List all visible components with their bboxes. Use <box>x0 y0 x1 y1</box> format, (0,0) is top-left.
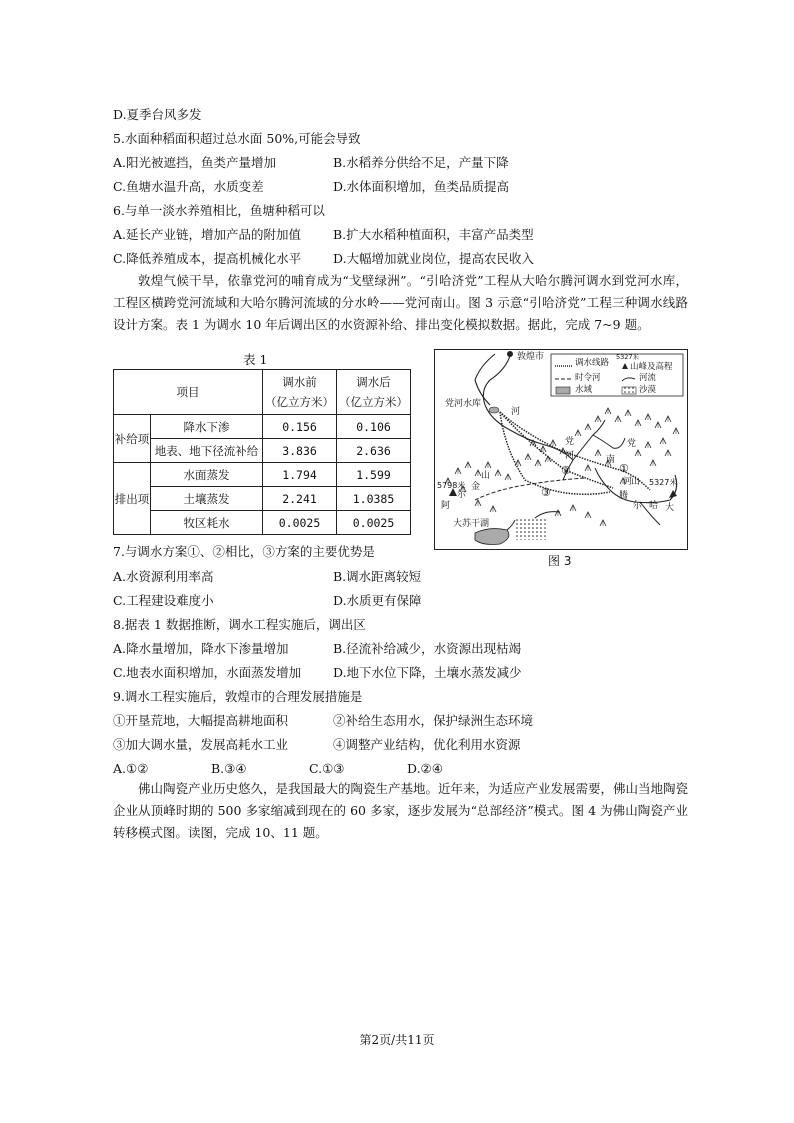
lake-label: 大苏干湖 <box>453 519 490 529</box>
table1-header-row <box>114 370 411 415</box>
q9-choice-1: ①开垦荒地，大幅提高耕地面积 <box>113 713 289 728</box>
aerjin-shan-label: 山 <box>481 471 491 481</box>
row-before: 0.156 <box>263 415 337 439</box>
hart-da-label: 大 <box>665 503 675 513</box>
hart-he-label: 河 <box>623 477 633 487</box>
table-row <box>114 439 411 463</box>
q8-option-b: B.径流补给减少，水资源出现枯竭 <box>333 641 522 656</box>
q5-stem: 5.水面种稻面积超过总水面 50%,可能会导致 <box>113 131 361 146</box>
q9-option-c: C.①③ <box>309 761 345 776</box>
figure3-caption: 图 3 <box>548 554 572 568</box>
q7-option-c: C.工程建设难度小 <box>113 593 214 608</box>
intro-7-9 <box>113 270 688 336</box>
q9-choice-3: ③加大调水量，发展高耗水工业 <box>113 737 289 752</box>
group-supply: 补给项 <box>114 415 151 463</box>
q5-option-d: D.水体面积增加，鱼类品质提高 <box>333 179 510 194</box>
q6-option-c: C.降低养殖成本，提高机械化水平 <box>113 251 302 266</box>
q7-stem: 7.与调水方案①、②相比，③方案的主要优势是 <box>113 544 375 559</box>
q8-option-c: C.地表水面积增加，水面蒸发增加 <box>113 665 302 680</box>
route-2-label: ② <box>561 464 571 477</box>
intro-10-11-text: 佛山陶瓷产业历史悠久，是我国最大的陶瓷生产基地。近年来，为适应产业发展需要，佛山当地陶瓷企业从顶峰时期的 500 多家缩减到现在的 60 多家，逐步发展为“总部经济”模式。图 4 为佛山陶瓷产业转移模式图。读图，完成 10、11 题。 <box>113 781 689 840</box>
lake-shape <box>475 529 509 545</box>
q6-option-a: A.延长产业链，增加产品的附加值 <box>113 227 302 242</box>
row-item: 土壤蒸发 <box>151 487 263 511</box>
aerjin-a-label: 阿 <box>441 501 451 511</box>
table-row <box>114 511 411 535</box>
q5-option-a: A.阳光被遮挡，鱼类产量增加 <box>113 155 277 170</box>
row-before: 0.0025 <box>263 511 337 535</box>
reservoir-label: 党河水库 <box>445 399 482 409</box>
dangnan-dang-label: 党 <box>627 439 637 449</box>
group-discharge: 排出项 <box>114 463 151 535</box>
seasonal-river <box>475 478 585 500</box>
city-label: 敦煌市 <box>517 352 545 362</box>
hart-ha-label: 哈 <box>649 501 659 511</box>
legend-river-label: 河流 <box>639 373 657 383</box>
header-before <box>263 370 337 415</box>
legend-water-swatch <box>556 387 570 394</box>
q9-stem: 9.调水工程实施后，敦煌市的合理发展措施是 <box>113 689 363 704</box>
dang-river-west-bank <box>475 354 495 405</box>
q6-stem: 6.与单一淡水养殖相比，鱼塘种稻可以 <box>113 203 325 218</box>
row-after: 1.599 <box>337 463 411 487</box>
row-item: 牧区耗水 <box>151 511 263 535</box>
table-row <box>114 487 411 511</box>
peak-east-label: 5327米 <box>649 478 678 487</box>
header-before-label: 调水前 <box>282 375 317 389</box>
q9-choice-2: ②补给生态用水，保护绿洲生态环境 <box>333 713 534 728</box>
header-after <box>337 370 411 415</box>
legend-peak-sample: 5327米 <box>616 353 640 361</box>
dangnan-nan-label: 南 <box>606 455 616 465</box>
table1-title: 表 1 <box>243 352 268 367</box>
aerjin-jin-label: 金 <box>471 482 481 492</box>
hart-teng-label: 腾 <box>619 491 629 501</box>
q7-option-d: D.水质更有保障 <box>333 593 422 608</box>
q9-choice-4: ④调整产业结构，优化利用水资源 <box>333 737 521 752</box>
aerjin-er-label: 尔 <box>457 490 467 500</box>
q6-option-b: B.扩大水稻种植面积，丰富产品类型 <box>333 227 534 242</box>
page-footer: 第2页/共11页 <box>359 1033 435 1047</box>
peak-west-label: 5798米 <box>437 481 466 490</box>
table1 <box>113 369 411 535</box>
q8-option-a: A.降水量增加，降水下渗量增加 <box>113 641 289 656</box>
table-row <box>114 463 411 487</box>
q6-option-d: D.大幅增加就业岗位，提高农民收入 <box>333 251 535 266</box>
dangnan-shan-label: 山 <box>631 477 641 487</box>
desert-area <box>515 518 547 540</box>
q9-option-d: D.②④ <box>407 761 443 776</box>
row-before: 1.794 <box>263 463 337 487</box>
row-item: 地表、地下径流补给 <box>151 439 263 463</box>
legend-seasonal-label: 时令河 <box>575 373 601 383</box>
legend-water-label: 水域 <box>575 385 593 395</box>
q4-option-d: D.夏季台风多发 <box>113 107 202 122</box>
reservoir-shape <box>489 407 499 413</box>
legend-desert-swatch <box>622 387 636 394</box>
header-before-unit: （亿立方米） <box>265 395 334 409</box>
row-item: 降水下渗 <box>151 415 263 439</box>
route-2 <box>500 412 616 488</box>
river-he-label-2: 河 <box>565 451 575 461</box>
row-before: 2.241 <box>263 487 337 511</box>
row-after: 1.0385 <box>337 487 411 511</box>
legend-route-label: 调水线路 <box>575 358 610 368</box>
row-after: 2.636 <box>337 439 411 463</box>
legend-peak-label: 山峰及高程 <box>630 362 673 372</box>
header-item: 项目 <box>114 370 263 415</box>
q9-option-a: A.①② <box>113 761 149 776</box>
intro-7-9-text: 敦煌气候干旱，依靠党河的哺育成为“戈壁绿洲”。“引哈济党”工程从大哈尔腾河调水到党河水库，工程区横跨党河流域和大哈尔腾河流域的分水岭——党河南山。图 3 示意“引哈济党”工程三种调水线路设计方案。表 1 为调水 10 年后调出区的水资源补给、排出变化模拟数据。据此，完成 7~9 题。 <box>113 273 688 332</box>
q8-option-d: D.地下水位下降，土壤水蒸发减少 <box>333 665 522 680</box>
row-after: 0.106 <box>337 415 411 439</box>
header-after-label: 调水后 <box>356 375 391 389</box>
route-1-label: ① <box>619 462 629 475</box>
q5-option-b: B.水稻养分供给不足，产量下降 <box>333 155 509 170</box>
figure3-map <box>434 349 688 550</box>
legend-desert-label: 沙漠 <box>639 385 657 395</box>
q7-option-a: A.水资源利用率高 <box>113 569 214 584</box>
route-3-label: ③ <box>541 486 551 499</box>
hart-er-label: 尔 <box>633 501 643 511</box>
table-row <box>114 415 411 439</box>
row-after: 0.0025 <box>337 511 411 535</box>
q9-option-b: B.③④ <box>211 761 247 776</box>
river-he-label: 河 <box>511 407 521 417</box>
q7-option-b: B.调水距离较短 <box>333 569 422 584</box>
row-item: 水面蒸发 <box>151 463 263 487</box>
route-3 <box>500 412 610 494</box>
q5-option-c: C.鱼塘水温升高，水质变差 <box>113 179 264 194</box>
header-after-unit: （亿立方米） <box>339 395 408 409</box>
q8-stem: 8.据表 1 数据推断，调水工程实施后，调出区 <box>113 617 366 632</box>
river-dang-label: 党 <box>565 437 575 447</box>
intro-10-11 <box>113 778 688 844</box>
row-before: 3.836 <box>263 439 337 463</box>
